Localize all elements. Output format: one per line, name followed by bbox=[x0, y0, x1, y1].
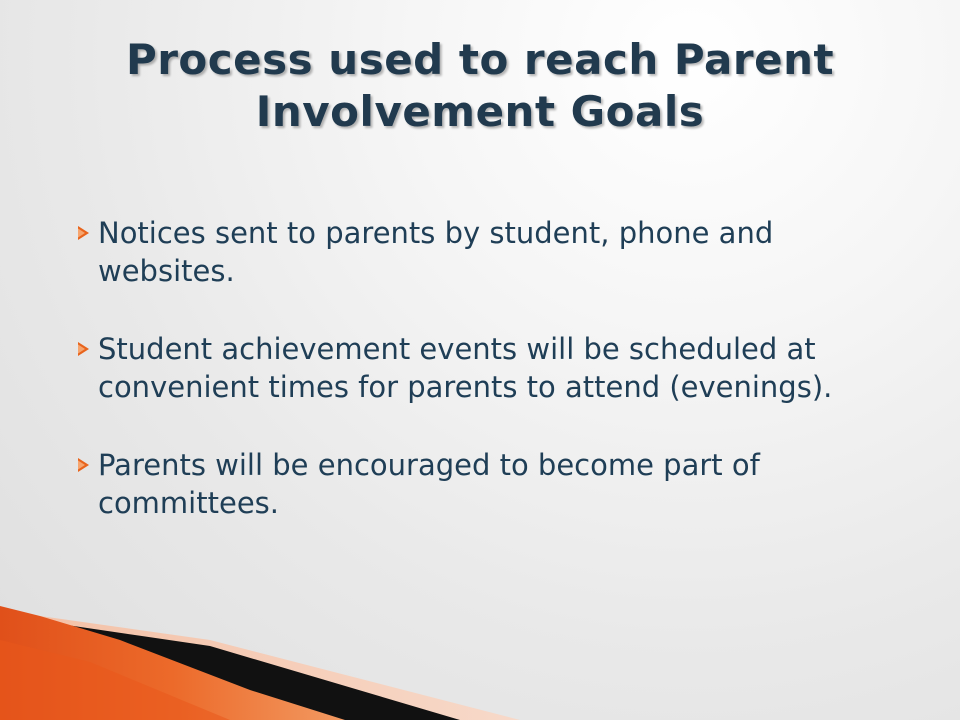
bullet-text: Student achievement events will be scheduled at convenient times for parents to attend (evenings). bbox=[98, 332, 833, 404]
bullet-text: Notices sent to parents by student, phone and websites. bbox=[98, 216, 774, 288]
slide-title: Process used to reach Parent Involvement Goals bbox=[125, 35, 835, 136]
bullet-text: Parents will be encouraged to become part of committees. bbox=[98, 448, 760, 520]
